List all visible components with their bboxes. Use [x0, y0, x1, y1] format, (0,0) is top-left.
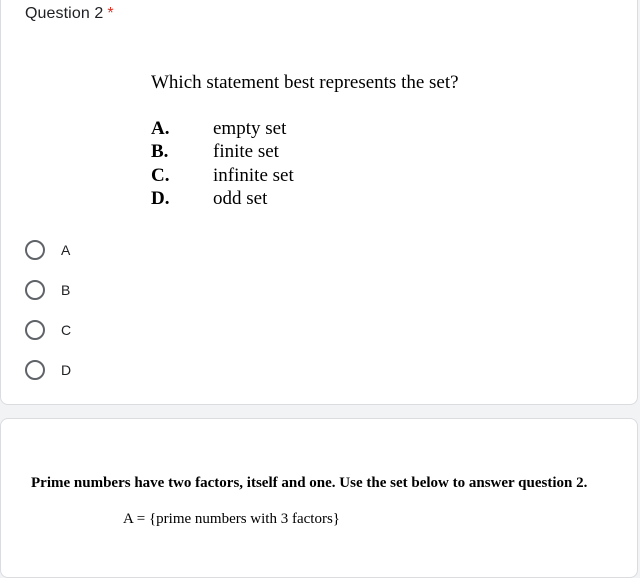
option-label: D — [61, 362, 72, 378]
choice-letter: C. — [151, 164, 170, 186]
question-image — [151, 71, 551, 211]
choice-line-c — [151, 164, 551, 188]
radio-button-a[interactable] — [25, 240, 45, 260]
option-label: C — [61, 322, 72, 338]
question-title-text: Question 2 — [25, 5, 104, 22]
choice-line-d — [151, 188, 551, 212]
question-title — [25, 5, 114, 23]
radio-group — [25, 230, 71, 390]
choice-letter: B. — [151, 141, 169, 163]
option-b[interactable] — [25, 270, 71, 310]
choice-line-b — [151, 141, 551, 165]
option-a[interactable] — [25, 230, 71, 270]
radio-button-b[interactable] — [25, 280, 45, 300]
choice-text: finite set — [213, 141, 279, 163]
radio-button-d[interactable] — [25, 360, 45, 380]
set-definition: A = {prime numbers with 3 factors} — [123, 511, 340, 527]
choice-text: odd set — [213, 188, 268, 210]
radio-button-c[interactable] — [25, 320, 45, 340]
choice-text: empty set — [213, 117, 287, 139]
choice-letter: D. — [151, 188, 170, 210]
choice-letter: A. — [151, 117, 170, 139]
option-label: A — [61, 242, 71, 258]
required-marker: * — [107, 5, 114, 22]
next-section-card — [0, 418, 638, 578]
choice-list — [151, 117, 551, 211]
section-info-text: Prime numbers have two factors, itself and one. Use the set below to answer question 2. — [31, 475, 588, 491]
choice-line-a — [151, 117, 551, 141]
question-prompt: Which statement best represents the set? — [151, 72, 459, 93]
option-label: B — [61, 282, 71, 298]
choice-text: infinite set — [213, 164, 294, 186]
option-c[interactable] — [25, 310, 71, 350]
option-d[interactable] — [25, 350, 71, 390]
